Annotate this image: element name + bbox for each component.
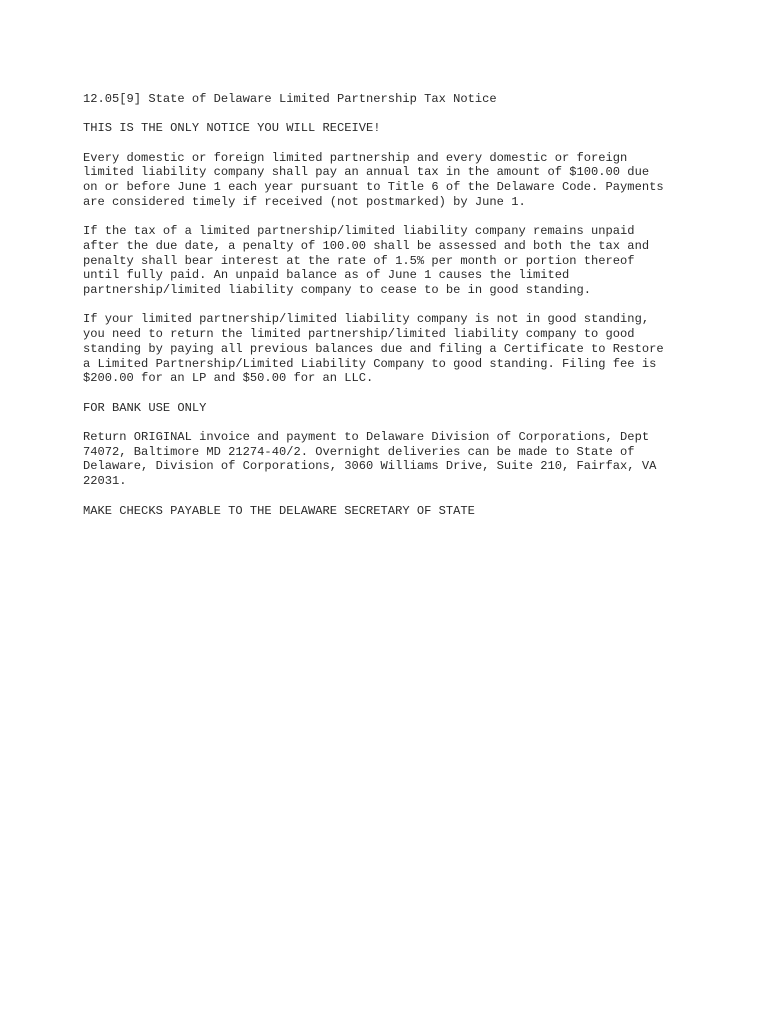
paragraph-line: standing by paying all previous balances due and filing a Certificate to Restore: [83, 341, 664, 356]
paragraph-line: Delaware, Division of Corporations, 3060 Williams Drive, Suite 210, Fairfax, VA: [83, 459, 657, 474]
paragraph-line: partnership/limited liability company to cease to be in good standing.: [83, 283, 592, 298]
paragraph-line: 74072, Baltimore MD 21274-40/2. Overnight deliveries can be made to State of: [83, 444, 635, 459]
paragraph-line: until fully paid. An unpaid balance as of June 1 causes the limited: [83, 268, 570, 283]
bank-use-line: FOR BANK USE ONLY: [83, 400, 207, 415]
penalty-paragraph: [83, 224, 703, 298]
paragraph-line: after the due date, a penalty of 100.00 shall be assessed and both the tax and: [83, 238, 650, 253]
paragraph-line: If your limited partnership/limited liability company is not in good standing,: [83, 312, 650, 327]
notice-heading: [83, 121, 703, 136]
bank-use-heading: [83, 401, 703, 416]
annual-tax-paragraph: [83, 151, 703, 210]
paragraph-line: $200.00 for an LP and $50.00 for an LLC.: [83, 371, 374, 386]
paragraph-line: on or before June 1 each year pursuant to Title 6 of the Delaware Code. Payments: [83, 180, 664, 195]
paragraph-line: are considered timely if received (not postmarked) by June 1.: [83, 194, 526, 209]
paragraph-line: Return ORIGINAL invoice and payment to Delaware Division of Corporations, Dept: [83, 430, 650, 445]
paragraph-line: Every domestic or foreign limited partnership and every domestic or foreign: [83, 150, 628, 165]
paragraph-line: If the tax of a limited partnership/limited liability company remains unpaid: [83, 224, 635, 239]
return-address-paragraph: [83, 430, 703, 489]
checks-payable-heading: [83, 504, 703, 519]
good-standing-paragraph: [83, 312, 703, 386]
document-title: [83, 92, 703, 107]
paragraph-line: a Limited Partnership/Limited Liability Company to good standing. Filing fee is: [83, 356, 657, 371]
title-line: 12.05[9] State of Delaware Limited Partnership Tax Notice: [83, 92, 497, 106]
paragraph-line: 22031.: [83, 474, 127, 489]
paragraph-line: you need to return the limited partnership/limited liability company to good: [83, 327, 635, 342]
paragraph-line: penalty shall bear interest at the rate of 1.5% per month or portion thereof: [83, 253, 635, 268]
checks-payable-line: MAKE CHECKS PAYABLE TO THE DELAWARE SECRETARY OF STATE: [83, 503, 475, 518]
paragraph-line: limited liability company shall pay an annual tax in the amount of $100.00 due: [83, 165, 650, 180]
document-page: [83, 92, 703, 533]
notice-line: THIS IS THE ONLY NOTICE YOU WILL RECEIVE!: [83, 121, 381, 136]
